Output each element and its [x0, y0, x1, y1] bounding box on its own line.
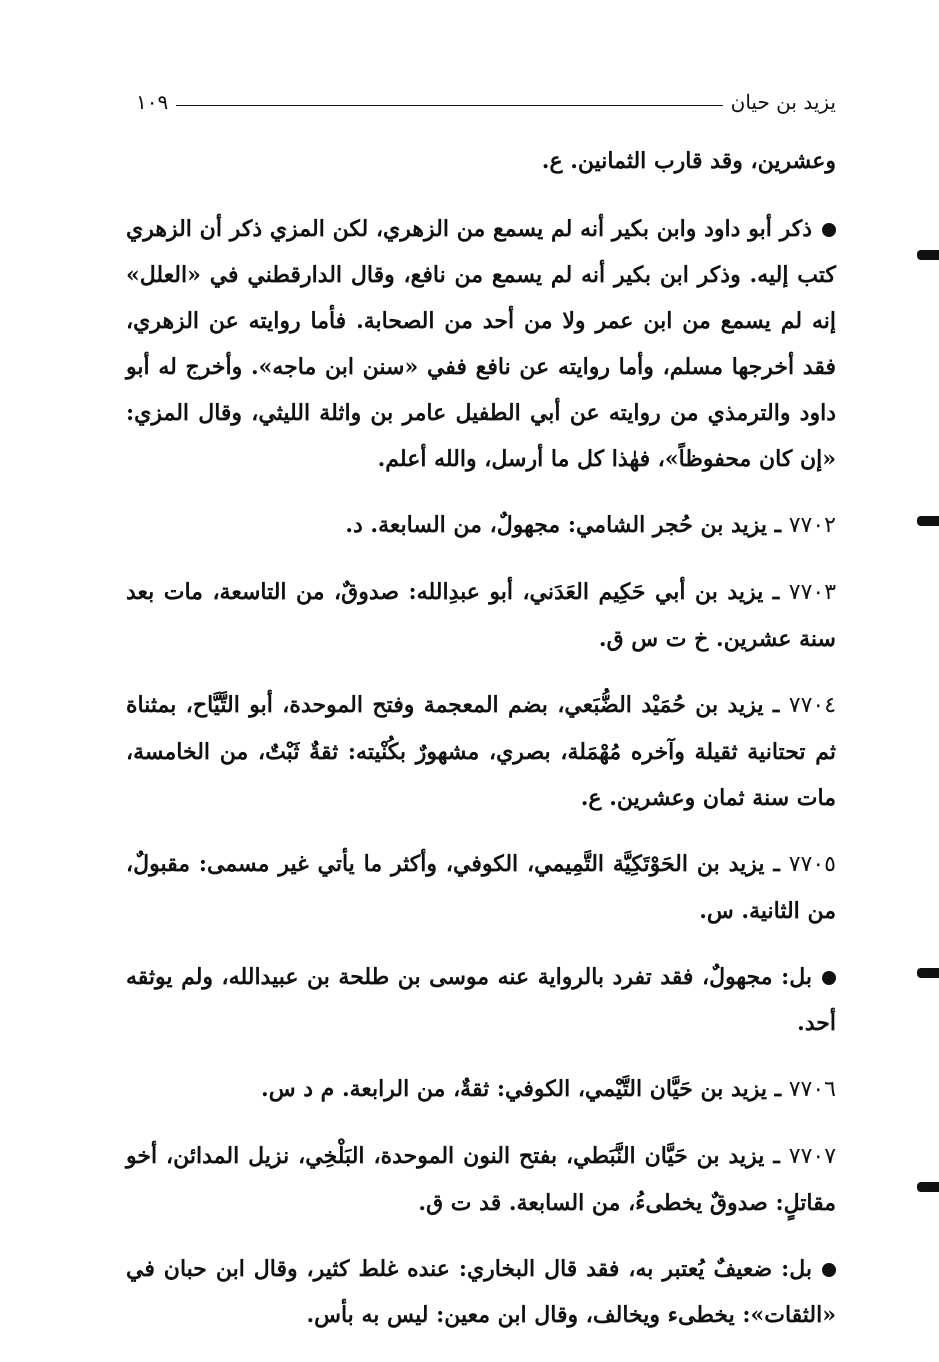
- paragraph-text: بل: مجهولٌ، فقد تفرد بالرواية عنه موسى بن طلحة بن عبيدالله، ولم يوثقه أحد.: [126, 964, 836, 1036]
- entry-text: يزيد بن حُمَيْد الضُّبَعي، بضم المعجمة وفتح الموحدة، أبو التَّيَّاح، بمثناة ثم تحتانية ثقيلة وآخره مُهْمَلة، بصري، مشهورٌ بكُنْيته: ثقةٌ ثَبْتٌ، من الخامسة، مات سنة ثمان وعشرين. ع.: [126, 692, 836, 811]
- entry-paragraph: ٧٧٠٢ ـ يزيد بن حُجر الشامي: مجهولٌ، من السابعة. د.: [345, 512, 836, 538]
- entry-text: يزيد بن حَيَّان النَّبَطي، بفتح النون الموحدة، البَلْخِي، نزيل المدائن، أخو مقاتلٍ: صدوقٌ يخطىءُ، من السابعة. قد ت ق.: [126, 1143, 836, 1216]
- entry-text: يزيد بن حَيَّان التَّيْمي، الكوفي: ثقةٌ، من الرابعة. م د س.: [261, 1076, 767, 1102]
- entry-paragraph: ٧٧٠٧ ـ يزيد بن حَيَّان النَّبَطي، بفتح النون الموحدة، البَلْخِي، نزيل المدائن، أخو مقاتلٍ: صدوقٌ يخطىءُ، من السابعة. قد ت ق.: [126, 1143, 837, 1216]
- entry-number: ٧٧٠٤: [788, 693, 837, 718]
- entry-paragraph: ٧٧٠٦ ـ يزيد بن حَيَّان التَّيْمي، الكوفي: ثقةٌ، من الرابعة. م د س.: [261, 1076, 836, 1102]
- commentary-paragraph: [126, 206, 836, 482]
- paragraph-text: وعشرين، وقد قارب الثمانين. ع.: [541, 148, 836, 174]
- header-rule: [176, 105, 722, 106]
- commentary-paragraph: [126, 1246, 836, 1338]
- entry-paragraph: ٧٧٠٤ ـ يزيد بن حُمَيْد الضُّبَعي، بضم المعجمة وفتح الموحدة، أبو التَّيَّاح، بمثناة ثم تحتانية ثقيلة وآخره مُهْمَلة، بصري، مشهورٌ بكُنْيته: ثقةٌ ثَبْتٌ، من الخامسة، مات سنة ثمان وعشرين. ع.: [126, 692, 837, 811]
- running-header: [136, 84, 836, 120]
- header-title: يزيد بن حيان: [730, 90, 836, 114]
- commentary-paragraph: [126, 954, 836, 1046]
- page-edge-mark: [917, 250, 939, 260]
- page-edge-mark: [917, 968, 939, 978]
- entry-number: ٧٧٠٢: [788, 513, 836, 538]
- entry-number: ٧٧٠٧: [788, 1144, 837, 1169]
- page-edge-mark: [917, 1182, 939, 1192]
- entry-number: ٧٧٠٦: [788, 1077, 836, 1102]
- page-edge-mark: [917, 516, 939, 526]
- entry-number: ٧٧٠٥: [788, 852, 836, 877]
- paragraph-text: ذكر أبو داود وابن بكير أنه لم يسمع من الزهري، لكن المزي ذكر أن الزهري كتب إليه. وذكر ابن بكير أنه لم يسمع من نافع، وقال الدارقطني في «العلل» إنه لم يسمع من ابن عمر ولا من أحد من الصحابة. فأما روايته عن الزهري، فقد أخرجها مسلم، وأما روايته عن نافع ففي «سنن ابن ماجه». وأخرج له أبو داود والترمذي من روايته عن أبي الطفيل عامر بن واثلة الليثي، وقال المزي: «إن كان محفوظاً»، فهٰذا كل ما أرسل، والله أعلم.: [126, 216, 836, 472]
- bullet-icon: [822, 1263, 836, 1277]
- entry-text: يزيد بن الحَوْتَكِيَّة التَّمِيمي، الكوفي، وأكثر ما يأتي غير مسمى: مقبولٌ، من الثانية. س.: [126, 851, 836, 924]
- paragraph-text: بل: ضعيفٌ يُعتبر به، فقد قال البخاري: عنده غلط كثير، وقال ابن حبان في «الثقات»: يخطىء ويخالف، وقال ابن معين: ليس به بأس.: [126, 1256, 836, 1328]
- entry-text: يزيد بن أبي حَكِيم العَدَني، أبو عبدِالله: صدوقٌ، من التاسعة، مات بعد سنة عشرين. خ ت س ق.: [126, 579, 836, 652]
- bullet-icon: [822, 223, 836, 237]
- entry-text: يزيد بن حُجر الشامي: مجهولٌ، من السابعة. د.: [345, 512, 767, 538]
- entry-paragraph: ٧٧٠٣ ـ يزيد بن أبي حَكِيم العَدَني، أبو عبدِالله: صدوقٌ، من التاسعة، مات بعد سنة عشرين. خ ت س ق.: [126, 579, 837, 652]
- continuation-paragraph: [126, 138, 836, 184]
- entry-number: ٧٧٠٣: [788, 580, 837, 605]
- bullet-icon: [822, 971, 836, 985]
- page-number: ١٠٩: [136, 90, 169, 114]
- entry-paragraph: ٧٧٠٥ ـ يزيد بن الحَوْتَكِيَّة التَّمِيمي، الكوفي، وأكثر ما يأتي غير مسمى: مقبولٌ، من الثانية. س.: [126, 851, 836, 924]
- page-body: [126, 138, 836, 1358]
